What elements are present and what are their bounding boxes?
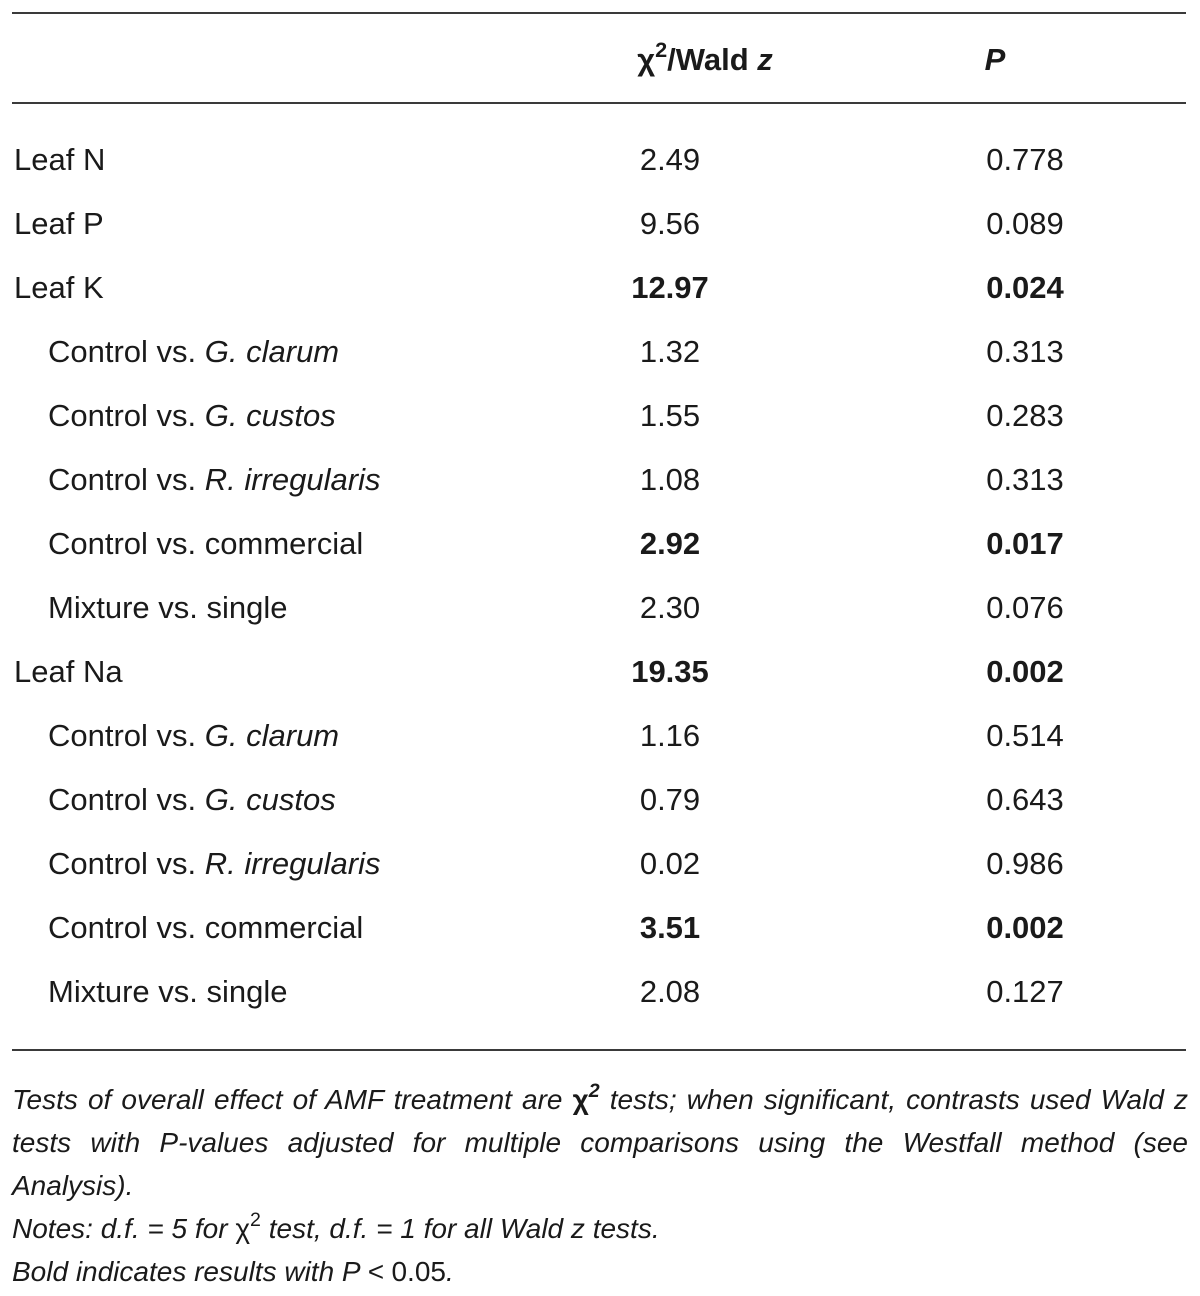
table-row — [0, 320, 1200, 384]
table-row — [0, 192, 1200, 256]
row-statistic: 19.35 — [631, 654, 709, 689]
chi-symbol: χ — [572, 1084, 589, 1115]
row-label: Control vs. R. irregularis — [48, 462, 381, 497]
column-header-p: P — [984, 42, 1006, 77]
table-bottom-rule — [12, 1049, 1186, 1051]
row-label: Control vs. G. clarum — [48, 718, 340, 753]
chi-symbol: χ — [637, 42, 656, 77]
table-row — [0, 640, 1200, 704]
row-statistic: 1.32 — [639, 334, 701, 369]
footnote-tests: Tests of overall effect of AMF treatment are $\chi^2$ tests; when significant, contrasts used Wald z tests with P-values adjusted for multiple comparisons using the Westfall method (see Analysis). — [12, 1079, 1189, 1201]
row-label: Leaf Na — [14, 654, 123, 689]
row-statistic: 1.16 — [639, 718, 701, 753]
table-row — [0, 256, 1200, 320]
table-row — [0, 448, 1200, 512]
row-p-value: 0.089 — [986, 206, 1064, 241]
header-z-label: z — [757, 42, 773, 77]
row-p-value: 0.002 — [986, 910, 1064, 945]
header-rule — [12, 102, 1186, 104]
table-row — [0, 832, 1200, 896]
row-statistic: 9.56 — [639, 206, 701, 241]
table-row — [0, 384, 1200, 448]
row-statistic: 2.92 — [639, 526, 701, 561]
row-p-value: 0.986 — [986, 846, 1064, 881]
row-statistic: 3.51 — [639, 910, 701, 945]
row-statistic: 2.49 — [639, 142, 701, 177]
row-statistic: 0.02 — [639, 846, 701, 881]
table-row — [0, 960, 1200, 1024]
row-p-value: 0.017 — [986, 526, 1064, 561]
row-label: Control vs. G. custos — [48, 782, 336, 817]
row-p-value: 0.778 — [986, 142, 1064, 177]
header-wald-label: /Wald — [667, 42, 758, 77]
row-p-value: 0.313 — [986, 334, 1064, 369]
row-p-value: 0.283 — [986, 398, 1064, 433]
table-row — [0, 704, 1200, 768]
row-statistic: 12.97 — [631, 270, 709, 305]
table-row — [0, 768, 1200, 832]
table-body — [0, 128, 1200, 1024]
row-statistic: 2.08 — [639, 974, 701, 1009]
row-label: Mixture vs. single — [48, 974, 288, 1009]
row-p-value: 0.002 — [986, 654, 1064, 689]
row-p-value: 0.024 — [986, 270, 1064, 305]
table-row — [0, 512, 1200, 576]
column-header-chi2-wald-z — [560, 34, 850, 86]
row-p-value: 0.514 — [986, 718, 1064, 753]
row-label: Control vs. R. irregularis — [48, 846, 381, 881]
row-p-value: 0.643 — [986, 782, 1064, 817]
chi-symbol: χ — [235, 1213, 251, 1244]
table-top-rule — [12, 12, 1186, 14]
row-label: Control vs. commercial — [48, 526, 364, 561]
row-label: Leaf N — [14, 142, 106, 177]
row-label: Control vs. G. custos — [48, 398, 336, 433]
header-superscript: 2 — [655, 36, 668, 62]
row-label: Control vs. commercial — [48, 910, 364, 945]
row-label: Mixture vs. single — [48, 590, 288, 625]
footnote-df: Notes: d.f. = 5 for $\chi^2$ test, d.f. = 1 for all Wald z tests. — [12, 1208, 660, 1244]
row-statistic: 2.30 — [639, 590, 701, 625]
row-label: Control vs. G. clarum — [48, 334, 340, 369]
table-row — [0, 576, 1200, 640]
row-statistic: 0.79 — [639, 782, 701, 817]
row-statistic: 1.55 — [639, 398, 701, 433]
row-label: Leaf K — [14, 270, 104, 305]
table-row — [0, 128, 1200, 192]
row-p-value: 0.313 — [986, 462, 1064, 497]
row-label: Leaf P — [14, 206, 104, 241]
row-statistic: 1.08 — [639, 462, 701, 497]
row-p-value: 0.127 — [986, 974, 1064, 1009]
footnote-bold: Bold indicates results with P < 0.05. — [12, 1256, 454, 1287]
table-row — [0, 896, 1200, 960]
row-p-value: 0.076 — [986, 590, 1064, 625]
